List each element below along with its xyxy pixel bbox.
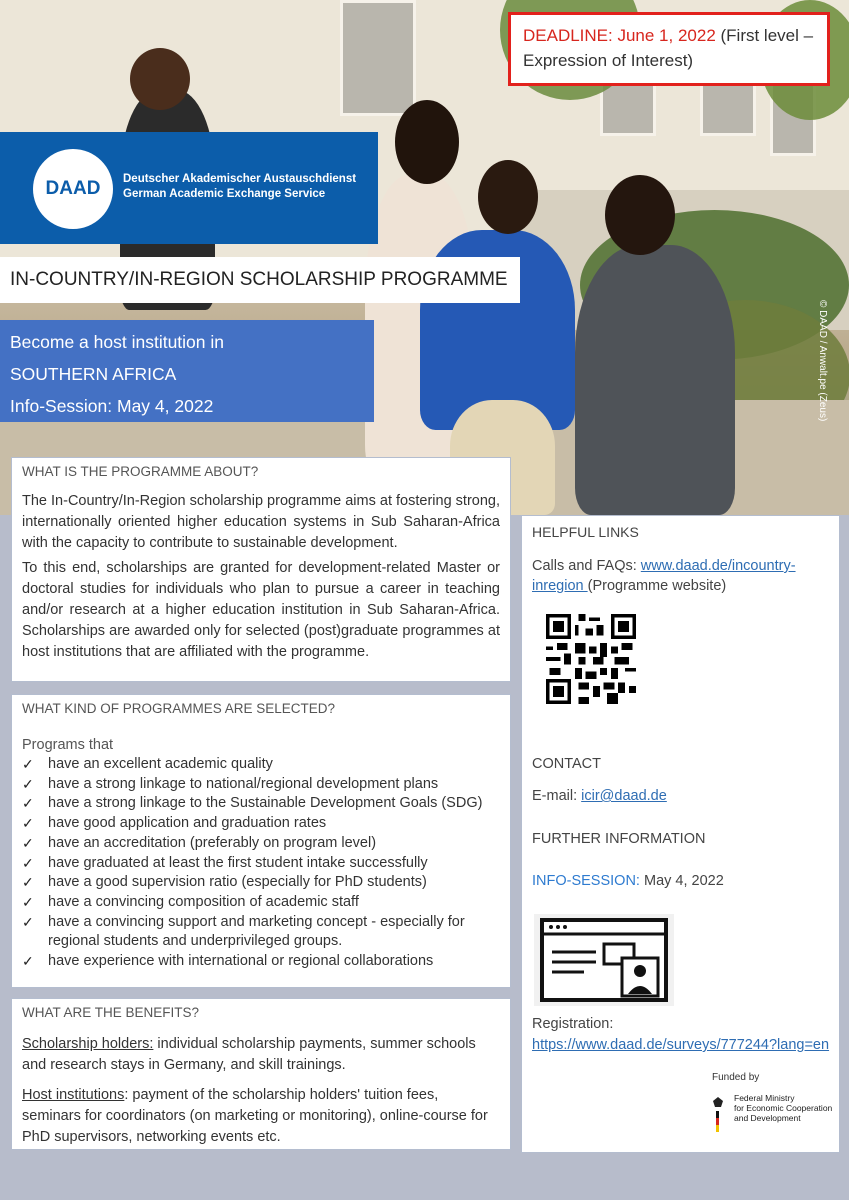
checkmark-icon: ✓ [22, 953, 34, 970]
programmes-panel [11, 694, 511, 988]
org-name-en: German Academic Exchange Service [123, 188, 326, 200]
photo-credit-text: © DAAD / Anwalt.pe (Zeus) [817, 300, 828, 422]
registration-link[interactable]: https://www.daad.de/surveys/777244?lang=en [532, 1037, 830, 1053]
deadline-label: DEADLINE: June 1, 2022 [523, 26, 716, 45]
list-item: ✓ have graduated at least the first student intake successfully [22, 854, 500, 874]
about-panel [11, 457, 511, 682]
benefits-hosts [22, 1085, 500, 1148]
list-item: ✓ have an excellent academic quality [22, 755, 500, 775]
checkmark-icon: ✓ [22, 854, 34, 871]
registration-line [532, 1037, 829, 1053]
list-item: ✓ have experience with international or regional collaborations [22, 952, 500, 972]
list-item: ✓ have a strong linkage to the Sustainable Development Goals (SDG) [22, 794, 500, 814]
daad-org-name [123, 172, 356, 202]
host-line-2: SOUTHERN AFRICA [10, 364, 177, 384]
host-box [0, 320, 374, 422]
checkmark-icon: ✓ [22, 834, 34, 851]
about-title: WHAT IS THE PROGRAMME ABOUT? [22, 464, 259, 479]
contact-title: CONTACT [532, 756, 602, 772]
checkmark-icon: ✓ [22, 874, 34, 891]
checkmark-icon: ✓ [22, 893, 34, 910]
list-item: ✓ have a convincing composition of academic staff [22, 893, 500, 913]
info-session-date: May 4, 2022 [639, 873, 724, 889]
host-line-3: Info-Session: May 4, 2022 [10, 396, 214, 416]
email-line [532, 788, 667, 804]
criteria-list [22, 755, 500, 972]
list-item: ✓ have good application and graduation rates [22, 814, 500, 834]
daad-logo: DAAD [33, 149, 113, 229]
programmes-title: WHAT KIND OF PROGRAMMES ARE SELECTED? [22, 701, 336, 716]
benefits-panel [11, 998, 511, 1150]
deadline-note-2: Expression of Interest) [523, 51, 694, 70]
photo-credit [808, 300, 832, 460]
holders-label: Scholarship holders: [22, 1036, 154, 1052]
info-session-label: INFO-SESSION: [532, 873, 640, 889]
list-item: ✓ have a good supervision ratio (especially for PhD students) [22, 873, 500, 893]
links-title: HELPFUL LINKS [532, 524, 639, 540]
deadline-note-1: (First level – [715, 26, 814, 45]
checkmark-icon: ✓ [22, 756, 34, 772]
funder-name: Federal Ministry for Economic Cooperation and Development [734, 1093, 833, 1123]
checkmark-icon: ✓ [22, 795, 34, 812]
list-item: ✓ have a convincing support and marketing concept - especially for regional students and underprivileged groups. [22, 913, 465, 950]
email-label: E-mail: [532, 788, 582, 804]
holders-text: individual scholarship payments, summer schools and research stays in Germany, and skill trainings. [22, 1036, 476, 1073]
checkmark-icon: ✓ [22, 913, 34, 930]
registration-label: Registration: [532, 1016, 614, 1032]
org-name-de: Deutscher Akademischer Austauschdienst [123, 173, 357, 185]
helpful-links-panel [521, 515, 840, 1153]
checkmark-icon: ✓ [22, 775, 34, 792]
about-para-2: To this end, scholarships are granted for development-related Master or doctoral studies for individuals who plan to pursue a career in teaching and/or research at a higher education institution in Sub Saharan-Africa. Scholarships are awarded only for selected (post)graduate programmes at host institutions that are affiliated with the programme. [22, 560, 500, 660]
hosts-label: Host institutions [22, 1087, 125, 1103]
funded-by-label: Funded by [712, 1072, 760, 1083]
list-item: ✓ have an accreditation (preferably on program level) [22, 834, 500, 854]
benefits-holders [22, 1034, 500, 1076]
calls-label: Calls and FAQs: [532, 558, 641, 574]
further-info-title: FURTHER INFORMATION [532, 831, 706, 847]
programme-title: IN-COUNTRY/IN-REGION SCHOLARSHIP PROGRAMME [0, 257, 520, 303]
checkmark-icon: ✓ [22, 815, 34, 832]
qr-code [546, 614, 636, 704]
benefits-title: WHAT ARE THE BENEFITS? [22, 1005, 200, 1020]
hosts-text: : payment of the scholarship holders' tuition fees, seminars for coordinators (on marketing or monitoring), online-course for PhD supervisors, networking events etc. [22, 1087, 488, 1145]
about-para-1: The In-Country/In-Region scholarship programme aims at fostering strong, internationally oriented higher education systems in Sub Saharan-Africa with the capacity to contribute to sustainable development. [22, 493, 500, 551]
programme-website-link[interactable]: www.daad.de/incountry-inregion [532, 558, 796, 594]
bmz-logo-icon [707, 1095, 729, 1133]
info-session-line [532, 873, 724, 889]
calls-suffix: (Programme website) [587, 578, 727, 594]
deadline-box [508, 12, 830, 86]
online-session-icon [534, 914, 674, 1006]
host-line-1: Become a host institution in [10, 332, 225, 352]
email-link[interactable]: icir@daad.de [581, 788, 667, 804]
programmes-intro: Programs that [22, 737, 114, 753]
list-item: ✓ have a strong linkage to national/regional development plans [22, 775, 500, 795]
calls-line [532, 556, 829, 596]
